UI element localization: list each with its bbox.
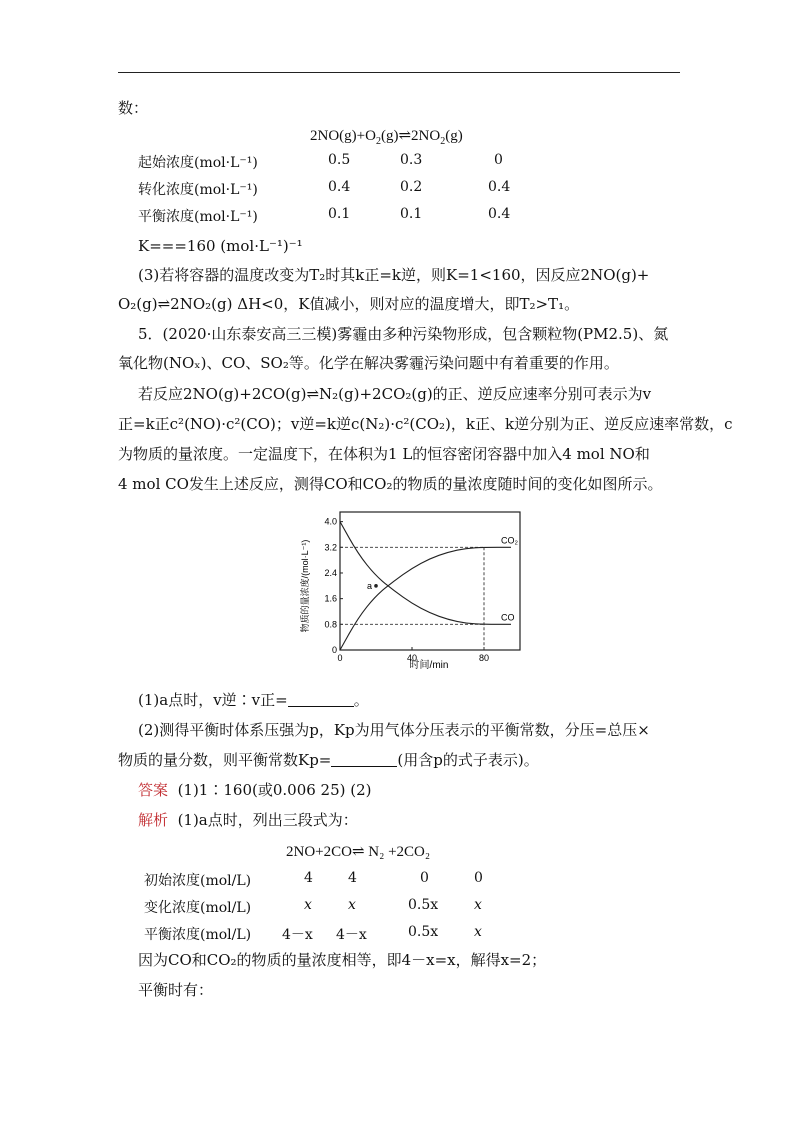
question-5-line2: 氧化物(NOₓ)、CO、SO₂等。化学在解决雾霾污染问题中有着重要的作用。 — [118, 354, 619, 372]
table2-cell: x — [474, 924, 482, 940]
concentration-time-chart — [296, 506, 528, 672]
answer-blank-1[interactable] — [288, 692, 354, 707]
final-line-2: 平衡时有： — [138, 981, 214, 999]
table2-cell: x — [474, 897, 482, 913]
y-tick-label: 3.2 — [324, 542, 337, 553]
table1-cell: 0.2 — [400, 179, 423, 195]
table1-label: 转化浓度(mol·L⁻¹) — [138, 182, 258, 198]
table1-cell: 0.4 — [488, 179, 511, 195]
table1-label: 平衡浓度(mol·L⁻¹) — [138, 209, 258, 225]
paragraph-3-line1: (3)若将容器的温度改变为T₂时其k正=k逆，则K=1<160，因反应2NO(g)+ — [138, 266, 650, 284]
table2-cell: 4－x — [336, 927, 367, 943]
x-tick-label: 0 — [337, 653, 343, 663]
x-axis-label: 时间/min — [409, 660, 449, 671]
analysis-line: 解析 (1)a点时，列出三段式为： — [138, 811, 358, 829]
equation-1: $2NO(g)+O_2(g)\rightleftharpoons 2NO_2(g)$ — [310, 128, 463, 147]
table2-cell: 0 — [474, 870, 483, 886]
intro-fragment: 数： — [118, 99, 149, 117]
paragraph-3-line2: O₂(g)⇌2NO₂(g) ΔH<0，K值减小，则对应的温度增大，即T₂>T₁。 — [118, 295, 580, 313]
question-5-line5: 为物质的量浓度。一定温度下，在体积为1 L的恒容密闭容器中加入4 mol NO和 — [118, 445, 650, 463]
answer-label: 答案 — [138, 781, 169, 799]
x-tick-label: 80 — [478, 653, 490, 663]
point-a — [374, 584, 378, 588]
table2-cell: 0.5x — [408, 897, 439, 913]
y-tick-label: 0 — [331, 645, 337, 655]
table1-cell: 0.3 — [400, 152, 423, 168]
table2-label: 变化浓度(mol/L) — [144, 900, 252, 916]
question-5-line6: 4 mol CO发生上述反应，测得CO和CO₂的物质的量浓度随时间的变化如图所示。 — [118, 475, 663, 493]
header-rule — [118, 72, 680, 73]
y-tick-label: 2.4 — [324, 567, 337, 578]
table2-cell: x — [304, 897, 312, 913]
table1-cell: 0.5 — [328, 152, 351, 168]
table1-cell: 0.1 — [328, 206, 351, 222]
table2-label: 初始浓度(mol/L) — [144, 873, 252, 889]
question-2-line1: (2)测得平衡时体系压强为p，Kp为用气体分压表示的平衡常数，分压=总压× — [138, 721, 650, 739]
series-label: CO₂ — [501, 535, 518, 546]
answer-line: 答案 (1)1∶160(或0.006 25) (2) — [138, 781, 372, 799]
question-5-line4: 正=k正c²(NO)·c²(CO)；v逆=k逆c(N₂)·c²(CO₂)，k正、k逆分别为正、逆反应速率常数，c — [118, 415, 733, 433]
table2-cell: x — [348, 897, 356, 913]
question-1: (1)a点时，v逆∶v正= 。 — [138, 691, 369, 709]
series-label: CO — [501, 612, 515, 623]
y-tick-label: 1.6 — [324, 593, 337, 604]
table1-label: 起始浓度(mol·L⁻¹) — [138, 155, 258, 171]
question-5-line3: 若反应2NO(g)+2CO(g)⇌N₂(g)+2CO₂(g)的正、逆反应速率分别可表示为v — [138, 385, 652, 403]
table2-cell: 4 — [348, 870, 357, 886]
table1-cell: 0.1 — [400, 206, 423, 222]
table1-cell: 0.4 — [488, 206, 511, 222]
answer-blank-2[interactable] — [331, 752, 397, 767]
table2-cell: 4－x — [282, 927, 313, 943]
equation-2: 2NO+2CO⇌ N₂ +2CO₂ — [286, 844, 431, 860]
analysis-label: 解析 — [138, 811, 169, 829]
question-2-line2: 物质的量分数，则平衡常数Kp= (用含p的式子表示)。 — [118, 751, 539, 769]
y-tick-label: 4.0 — [324, 516, 337, 527]
k-value: K===160 (mol·L⁻¹)⁻¹ — [138, 237, 303, 255]
table2-cell: 0 — [420, 870, 429, 886]
table2-cell: 0.5x — [408, 924, 439, 940]
table1-cell: 0 — [494, 152, 503, 168]
final-line-1: 因为CO和CO₂的物质的量浓度相等，即4－x=x，解得x=2； — [138, 951, 547, 969]
table2-cell: 4 — [304, 870, 313, 886]
x-tick-label: 40 — [406, 653, 418, 663]
table1-cell: 0.4 — [328, 179, 351, 195]
table2-label: 平衡浓度(mol/L) — [144, 927, 252, 943]
y-axis-label: 物质的量浓度/(mol·L⁻¹) — [300, 539, 310, 633]
point-a-label: a — [367, 580, 373, 591]
y-tick-label: 0.8 — [324, 619, 337, 630]
question-5-line1: 5．(2020·山东泰安高三三模)雾霾由多种污染物形成，包含颗粒物(PM2.5)、氮 — [138, 325, 669, 343]
